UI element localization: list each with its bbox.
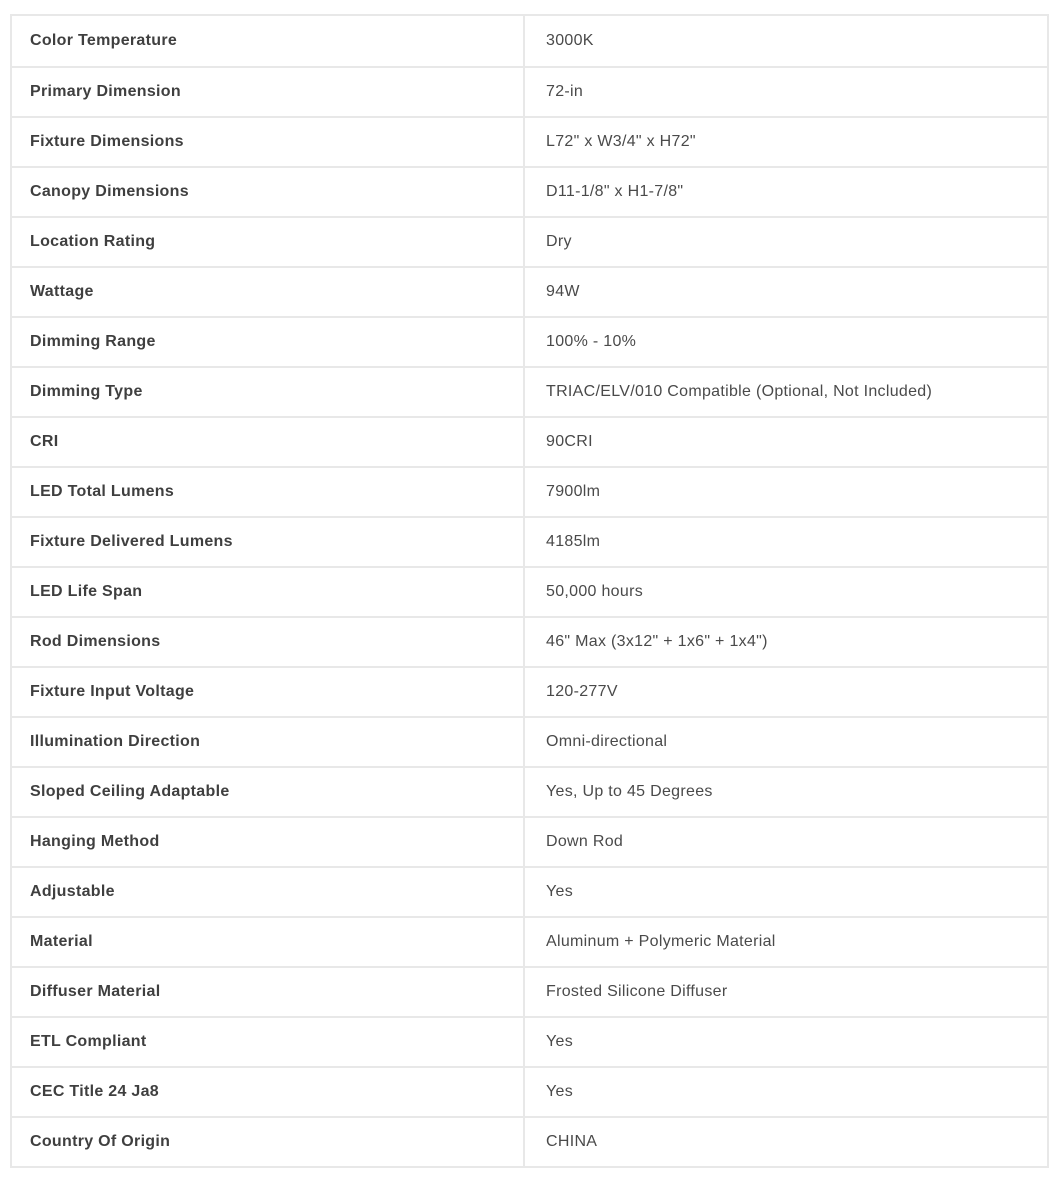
spec-row bbox=[12, 1016, 1047, 1066]
spec-row bbox=[12, 66, 1047, 116]
spec-value: Frosted Silicone Diffuser bbox=[546, 983, 728, 1000]
spec-value: 50,000 hours bbox=[546, 583, 644, 600]
spec-row bbox=[12, 716, 1047, 766]
spec-label: Diffuser Material bbox=[12, 968, 525, 1016]
spec-value: 94W bbox=[546, 283, 580, 300]
spec-label: Fixture Input Voltage bbox=[12, 668, 525, 716]
spec-label: Fixture Delivered Lumens bbox=[12, 518, 525, 566]
spec-row bbox=[12, 966, 1047, 1016]
spec-value: Aluminum + Polymeric Material bbox=[546, 933, 776, 950]
spec-label: Fixture Dimensions bbox=[12, 118, 525, 166]
spec-row bbox=[12, 166, 1047, 216]
spec-row bbox=[12, 516, 1047, 566]
spec-value: CHINA bbox=[546, 1133, 598, 1150]
spec-label: CEC Title 24 Ja8 bbox=[12, 1068, 525, 1116]
spec-label: Wattage bbox=[12, 268, 525, 316]
spec-label: Illumination Direction bbox=[12, 718, 525, 766]
spec-row bbox=[12, 266, 1047, 316]
spec-label: Dimming Range bbox=[12, 318, 525, 366]
spec-label: Rod Dimensions bbox=[12, 618, 525, 666]
spec-value: 120-277V bbox=[546, 683, 618, 700]
spec-label: Location Rating bbox=[12, 218, 525, 266]
spec-label: Primary Dimension bbox=[12, 68, 525, 116]
spec-row bbox=[12, 866, 1047, 916]
spec-label: Adjustable bbox=[12, 868, 525, 916]
spec-label: LED Life Span bbox=[12, 568, 525, 616]
spec-value: 4185lm bbox=[546, 533, 601, 550]
spec-value: 46" Max (3x12" + 1x6" + 1x4") bbox=[546, 633, 768, 650]
spec-row bbox=[12, 466, 1047, 516]
spec-value: 3000K bbox=[546, 32, 594, 49]
spec-label: Color Temperature bbox=[12, 16, 525, 66]
spec-value: Yes bbox=[546, 1033, 574, 1050]
spec-value: Yes bbox=[546, 1083, 574, 1100]
spec-label: Dimming Type bbox=[12, 368, 525, 416]
spec-value: 7900lm bbox=[546, 483, 601, 500]
spec-row bbox=[12, 316, 1047, 366]
spec-value: Omni-directional bbox=[546, 733, 668, 750]
spec-value: TRIAC/ELV/010 Compatible (Optional, Not Included) bbox=[546, 383, 933, 400]
spec-value: D11-1/8" x H1-7/8" bbox=[546, 183, 684, 200]
spec-row bbox=[12, 666, 1047, 716]
spec-label: CRI bbox=[12, 418, 525, 466]
spec-value: 72-in bbox=[546, 83, 584, 100]
spec-row bbox=[12, 116, 1047, 166]
spec-value: Yes, Up to 45 Degrees bbox=[546, 783, 713, 800]
spec-value: 90CRI bbox=[546, 433, 593, 450]
spec-row bbox=[12, 916, 1047, 966]
spec-row bbox=[12, 416, 1047, 466]
spec-value: Dry bbox=[546, 233, 572, 250]
spec-value: Down Rod bbox=[546, 833, 624, 850]
spec-row bbox=[12, 1066, 1047, 1116]
spec-label: Hanging Method bbox=[12, 818, 525, 866]
spec-value: Yes bbox=[546, 883, 574, 900]
spec-table bbox=[10, 14, 1049, 1168]
spec-row bbox=[12, 566, 1047, 616]
spec-row bbox=[12, 16, 1047, 66]
spec-row bbox=[12, 766, 1047, 816]
spec-value: L72" x W3/4" x H72" bbox=[546, 133, 696, 150]
spec-label: Country Of Origin bbox=[12, 1118, 525, 1166]
spec-label: Material bbox=[12, 918, 525, 966]
spec-row bbox=[12, 1116, 1047, 1166]
spec-label: Sloped Ceiling Adaptable bbox=[12, 768, 525, 816]
spec-value: 100% - 10% bbox=[546, 333, 637, 350]
spec-row bbox=[12, 366, 1047, 416]
spec-label: ETL Compliant bbox=[12, 1018, 525, 1066]
spec-label: Canopy Dimensions bbox=[12, 168, 525, 216]
spec-row bbox=[12, 616, 1047, 666]
spec-row bbox=[12, 216, 1047, 266]
spec-label: LED Total Lumens bbox=[12, 468, 525, 516]
spec-row bbox=[12, 816, 1047, 866]
